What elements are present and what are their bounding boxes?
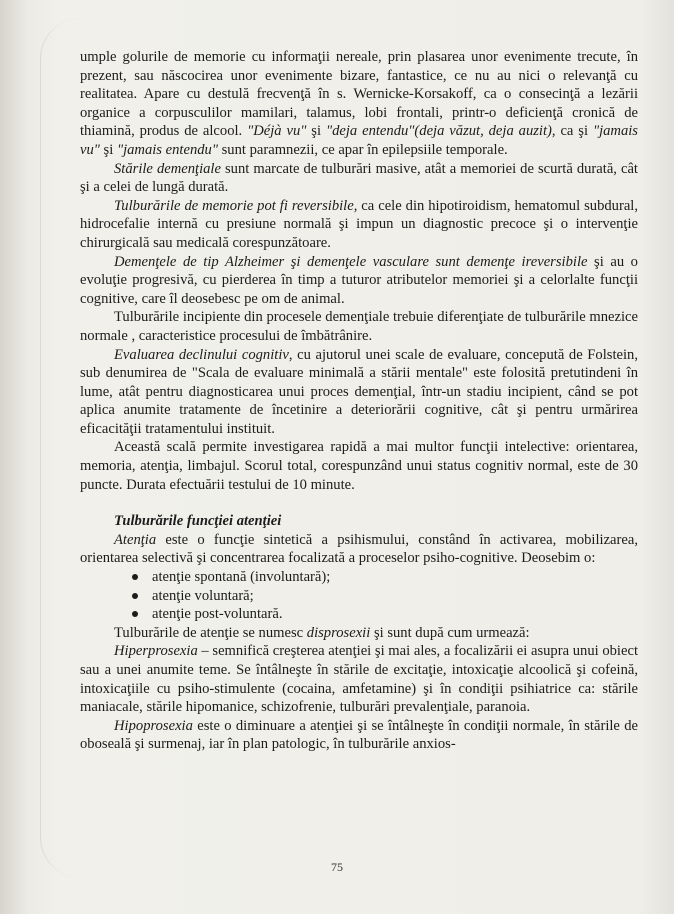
page-text xyxy=(80,48,638,754)
paragraph-reversible: Tulburările de memorie pot fi reversibile, ca cele din hipotiroidism, hematomul subdural, hidrocefalie internă cu presiune normală şi impun un diagnostic precoce şi o intervenţie chirurgicală sau medicală corespunzătoare. xyxy=(80,197,638,251)
paragraph-dementia-states: Stările demenţiale sunt marcate de tulburări masive, atât a memoriei de scurtă durată, cât şi a celei de lungă durată. xyxy=(80,160,638,196)
paragraph-incipient: Tulburările incipiente din procesele demenţiale trebuie diferenţiate de tulburările mnezice normale , caracteristice procesului de îmbătrânire. xyxy=(80,309,638,344)
paragraph-attention-intro: Atenţia este o funcţie sintetică a psihismului, constând în activarea, mobilizarea, orientarea selectivă şi concentrarea focalizată a proceselor psiho-cognitive. Deosebim o: xyxy=(80,531,638,567)
bullet-icon xyxy=(132,593,138,599)
paragraph-disprosexii: Tulburările de atenţie se numesc disprosexii şi sunt după cum urmează: xyxy=(114,624,530,641)
list-item: atenţie spontană (involuntară); xyxy=(132,568,638,587)
attention-types-list xyxy=(80,568,638,624)
paragraph-alzheimer: Demenţele de tip Alzheimer şi demenţele vasculare sunt demenţe ireversibile şi au o evoluţie progresivă, cu pierderea în timp a tuturor atributelor memoriei şi a celorlalte funcţii cognitive, care îl deosebesc pe om de animal. xyxy=(80,253,638,307)
list-item: atenţie voluntară; xyxy=(132,587,638,606)
bullet-icon xyxy=(132,574,138,580)
section-title: Tulburările funcţiei atenţiei xyxy=(114,513,282,530)
paragraph-hiperprosexia: Hiperprosexia – semnifică creşterea atenţiei şi mai ales, a focalizării ei asupra unui obiect sau a unei anumite teme. Se întâlneşte în stările de excitaţie, intoxicaţie alcoolică şi cofeină, intoxicaţiile cu psiho-stimulente (cocaina, amfetamine) şi în condiţii psihiatrice ca: stările maniacale, stările hipomanice, schizofrenie, tulburări prevalenţiale, paranoia. xyxy=(80,643,638,716)
page-number: 75 xyxy=(331,860,343,874)
paragraph-hipoprosexia: Hipoprosexia este o diminuare a atenţiei şi se întâlneşte în condiţii normale, în stările de oboseală şi surmenaj, iar în plan patologic, în tulburările anxios- xyxy=(80,717,638,753)
list-item: atenţie post-voluntară. xyxy=(132,605,638,624)
paragraph-confabulation: umple golurile de memorie cu informaţii nereale, prin plasarea unor evenimente trecute, în prezent, sau născocirea unor evenimente bizare, fantastice, ce nu au nici o relevanţă cu realitatea. Apare cu destulă frecvenţă în s. Wernicke-Korsakoff, ca o consecinţă a lezării organice a corpusculilor mamilari, talamus, lobi frontali, printr-o deficienţă cronică de thiamină, produs de alcool. "Déjà vu" şi "deja entendu"(deja văzut, deja auzit), ca şi "jamais vu" şi "jamais entendu" sunt paramnezii, ce apar în epilepsiile temporale. xyxy=(80,49,638,158)
page-curl-shadow xyxy=(40,18,81,878)
paragraph-cognitive-evaluation: Evaluarea declinului cognitiv, cu ajutorul unei scale de evaluare, concepută de Folstein, sub denumirea de "Scala de evaluare minimală a stării mentale" este folosită pretutindeni în lume, atât pentru diagnosticarea unui proces demenţial, într-un stadiu incipient, când se pot aplica anumite tratamente de încetinire a deteriorării cognitive, cât şi pentru urmărirea eficacităţii tratamentului instituit. xyxy=(80,346,638,437)
bullet-icon xyxy=(132,611,138,617)
paragraph-scale: Această scală permite investigarea rapidă a mai multor funcţii intelective: orientarea, memoria, atenţia, limbajul. Scorul total, corespunzând unui status cognitiv normal, este de 30 puncte. Durata efectuării testului de 10 minute. xyxy=(80,439,638,493)
